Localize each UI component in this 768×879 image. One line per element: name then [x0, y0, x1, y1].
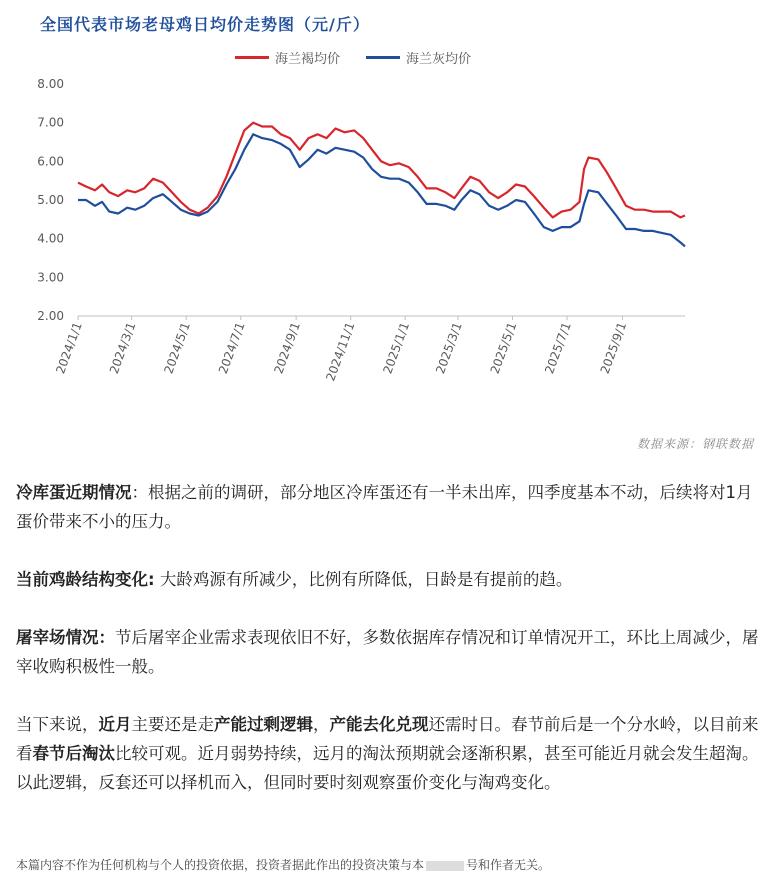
y-tick-label-6: 8.00: [37, 77, 64, 91]
series-line-0: [78, 123, 685, 218]
outlook-text-5: 比较可观。近月弱势持续，远月的淘汰预期就会逐渐积累，甚至可能近月就会发生超淘。以此逻辑，反套还可以择机而入，但同时要时刻观察蛋价变化与淘鸡变化。: [16, 744, 759, 792]
y-tick-label-0: 2.00: [37, 309, 64, 323]
y-tick-label-4: 6.00: [37, 154, 64, 169]
disclaimer-footer: [16, 856, 550, 873]
text-age-structure: 大龄鸡源有所减少，比例有所降低，日龄是有提前的趋。: [154, 570, 573, 589]
text-slaughterhouse: 节后屠宰企业需求表现依旧不好，多数依据库存情况和订单情况开工，环比上周减少，屠宰收购积极性一般。: [16, 628, 759, 676]
x-tick-label-1: 2024/3/1: [106, 320, 139, 376]
y-tick-label-1: 3.00: [37, 270, 64, 285]
y-tick-label-2: 4.00: [37, 231, 64, 246]
outlook-text-4: 还需时日。春节前后是一个分水岭，以目前来看: [16, 715, 759, 763]
x-tick-label-2: 2024/5/1: [161, 320, 193, 376]
paragraph-outlook: [16, 710, 762, 797]
paragraph-age-structure: [16, 565, 762, 594]
legend-label-brown: 海兰褐均价: [275, 52, 341, 67]
legend-label-gray: 海兰灰均价: [406, 52, 472, 67]
y-tick-label-5: 7.00: [37, 115, 64, 130]
outlook-bold-2: 产能过剩逻辑: [214, 715, 313, 734]
outlook-text-1: 当下来说，: [16, 715, 99, 734]
paragraph-cold-storage: [16, 478, 762, 536]
outlook-text-2: 主要还是走: [131, 715, 214, 734]
y-tick-label-3: 5.00: [37, 193, 64, 207]
blurred-account: [426, 861, 464, 871]
chart-title: 全国代表市场老母鸡日均价走势图（元/斤）: [40, 15, 370, 34]
x-tick-label-8: 2025/5/1: [487, 320, 520, 376]
x-tick-label-10: 2025/9/1: [597, 320, 630, 376]
text-cold-storage: ：根据之前的调研，部分地区冷库蛋还有一半未出库，四季度基本不动，后续将对1月蛋价带来不小的压力。: [16, 483, 753, 531]
article-body: [16, 478, 762, 826]
x-tick-label-9: 2025/7/1: [542, 320, 574, 376]
heading-age-structure: 当前鸡龄结构变化:: [16, 570, 155, 589]
paragraph-slaughterhouse: [16, 623, 762, 681]
outlook-bold-1: 近月: [98, 715, 132, 734]
chart-source: 数据来源：钢联数据: [636, 437, 754, 451]
x-tick-label-3: 2024/7/1: [215, 320, 248, 376]
outlook-bold-3: 产能去化兑现: [329, 715, 429, 734]
outlook-bold-4: 春节后淘汰: [32, 744, 115, 763]
heading-cold-storage: 冷库蛋近期情况: [16, 483, 132, 502]
footer-tail: 号和作者无关。: [466, 858, 551, 872]
x-tick-label-6: 2025/1/1: [380, 320, 413, 376]
heading-slaughterhouse: 屠宰场情况：: [16, 628, 115, 647]
x-tick-label-4: 2024/9/1: [271, 320, 303, 376]
x-tick-label-7: 2025/3/1: [433, 320, 465, 376]
outlook-text-3: ，: [313, 715, 330, 734]
x-tick-label-0: 2024/1/1: [53, 320, 85, 376]
footer-text: 本篇内容不作为任何机构与个人的投资依据，投资者据此作出的投资决策与本: [16, 858, 425, 872]
x-tick-label-5: 2024/11/1: [323, 320, 358, 383]
